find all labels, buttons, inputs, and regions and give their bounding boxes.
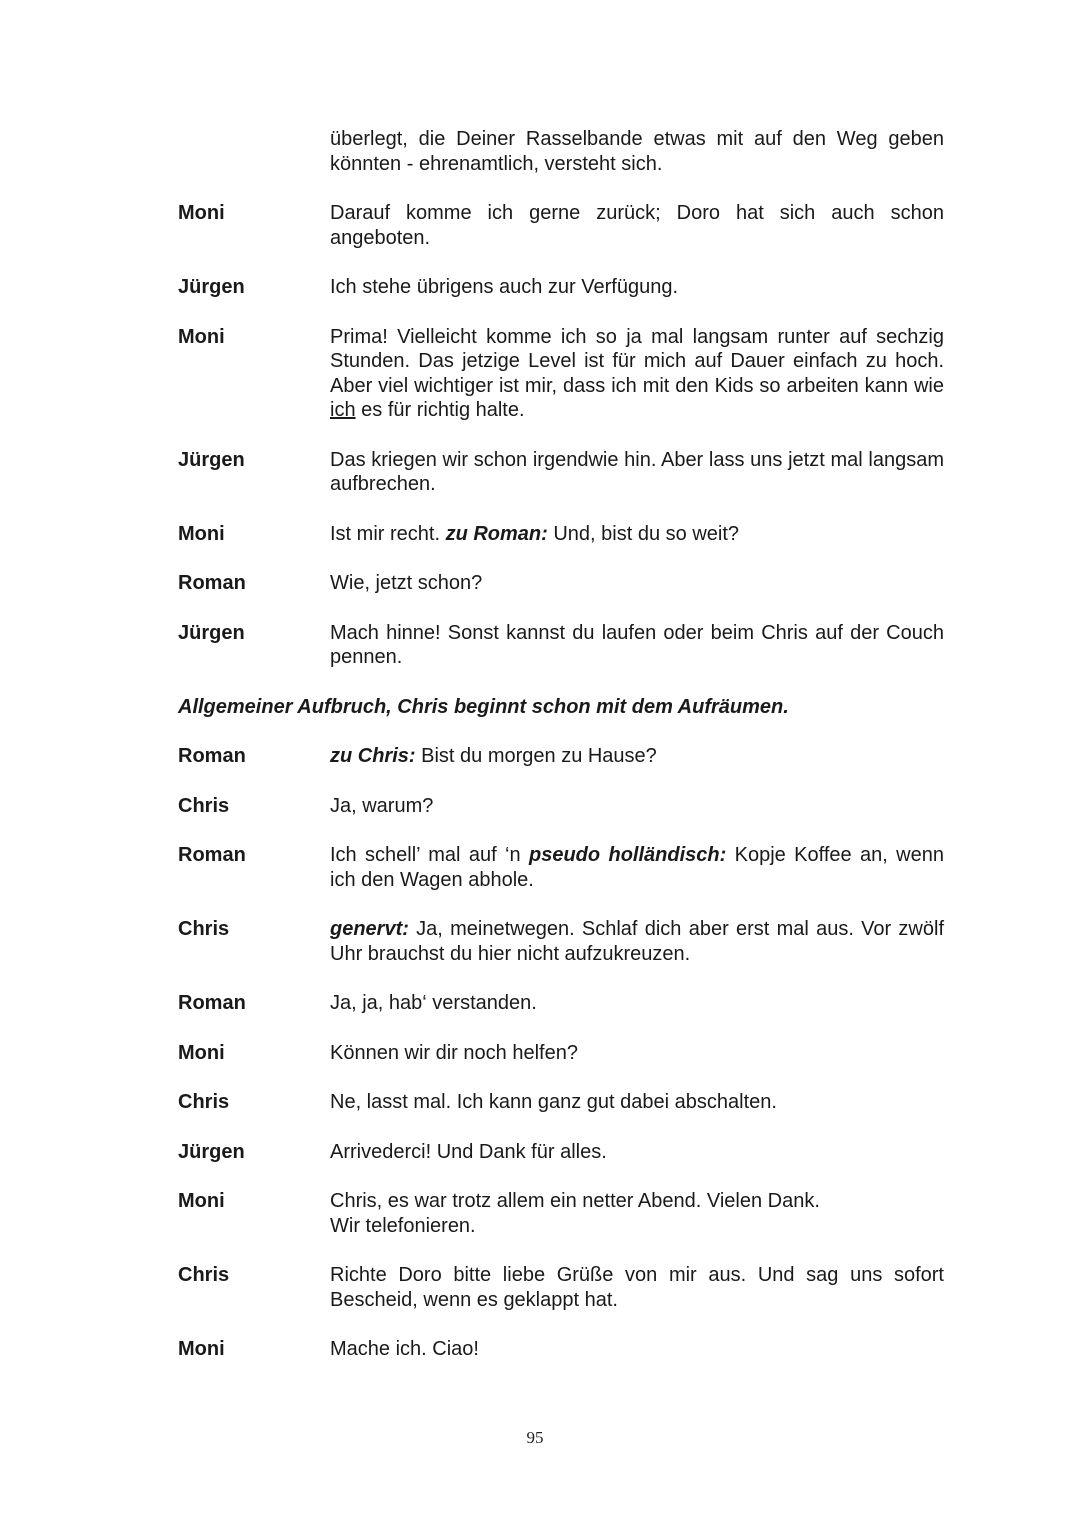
dialogue-body xyxy=(178,127,944,1362)
dialogue-text xyxy=(330,744,944,769)
dialogue-text xyxy=(330,522,944,547)
speaker-name: Moni xyxy=(178,522,225,545)
underlined-word: ich xyxy=(330,399,356,421)
text-part: es für richtig halte. xyxy=(355,399,525,421)
dialogue-line xyxy=(178,275,944,300)
dialogue-line xyxy=(178,794,944,819)
text-part: Und, bist du so weit? xyxy=(547,522,740,545)
dialogue-text: Darauf komme ich gerne zurück; Doro hat sich auch schon angeboten. xyxy=(330,202,944,249)
page-number: 95 xyxy=(526,1428,544,1447)
dialogue-text: Wie, jetzt schon? xyxy=(330,572,483,594)
dialogue-text: überlegt, die Deiner Rasselbande etwas mit auf den Weg geben könnten - ehrenamtlich, versteht sich. xyxy=(330,128,944,175)
speaker-name: Chris xyxy=(178,918,230,940)
dialogue-text: Ich stehe übrigens auch zur Verfügung. xyxy=(330,276,679,298)
dialogue-line xyxy=(178,1263,944,1312)
inline-stage-direction: pseudo holländisch: xyxy=(528,844,727,866)
text-part: Ja, meinetwegen. Schlaf dich aber erst mal aus. Vor zwölf Uhr brauchst du hier nicht aufzukreuzen. xyxy=(330,918,944,965)
speaker-name: Moni xyxy=(178,1190,225,1212)
speaker-name: Moni xyxy=(178,202,225,224)
text-part: Ist mir recht. xyxy=(330,522,446,545)
speaker-name: Roman xyxy=(178,572,246,594)
speaker-name: Moni xyxy=(178,1041,225,1064)
speaker-name: Roman xyxy=(178,844,246,866)
dialogue-line xyxy=(178,448,944,497)
dialogue-text: Mache ich. Ciao! xyxy=(330,1338,479,1360)
stage-direction: Allgemeiner Aufbruch, Chris beginnt schon mit dem Aufräumen. xyxy=(178,695,789,718)
dialogue-text: Arrivederci! Und Dank für alles. xyxy=(330,1140,607,1163)
dialogue-line xyxy=(178,991,944,1016)
dialogue-line xyxy=(178,1041,944,1066)
dialogue-line xyxy=(178,621,944,670)
dialogue-line xyxy=(178,1090,944,1115)
speaker-name: Chris xyxy=(178,794,230,817)
speaker-name: Moni xyxy=(178,1338,225,1360)
text-part: Prima! Vielleicht komme ich so ja mal langsam runter auf sechzig Stunden. Das jetzige Level ist für mich auf Dauer einfach zu hoch. Aber viel wichtiger ist mir, dass ich mit den Kids so arbeiten kann wie xyxy=(330,325,944,397)
dialogue-text xyxy=(330,1189,944,1238)
dialogue-line xyxy=(178,843,944,892)
dialogue-line xyxy=(178,917,944,966)
text-part: Kopje Koffee an, wenn ich den Wagen abhole. xyxy=(330,844,944,891)
dialogue-text: Ja, warum? xyxy=(330,794,434,817)
speaker-name: Chris xyxy=(178,1264,230,1286)
dialogue-line xyxy=(178,744,944,769)
inline-stage-direction: zu Roman: xyxy=(445,522,548,545)
speaker-name: Roman xyxy=(178,745,246,767)
dialogue-line xyxy=(178,522,944,547)
dialogue-line xyxy=(178,1189,944,1238)
speaker-name: Chris xyxy=(178,1091,230,1113)
speaker-name: Moni xyxy=(178,325,225,348)
dialogue-text: Ja, ja, hab‘ verstanden. xyxy=(330,992,537,1014)
speaker-name: Jürgen xyxy=(178,621,245,644)
dialogue-line xyxy=(178,571,944,596)
dialogue-text: Ne, lasst mal. Ich kann ganz gut dabei abschalten. xyxy=(330,1091,777,1113)
dialogue-line xyxy=(178,1140,944,1165)
speaker-name: Jürgen xyxy=(178,276,245,298)
dialogue-line xyxy=(178,127,944,176)
dialogue-line xyxy=(178,1337,944,1362)
speaker-name: Jürgen xyxy=(178,1140,245,1163)
text-part: Chris, es war trotz allem ein netter Abend. Vielen Dank. xyxy=(330,1190,820,1212)
dialogue-text: Können wir dir noch helfen? xyxy=(330,1041,578,1064)
inline-stage-direction: zu Chris: xyxy=(330,745,416,767)
dialogue-text: Das kriegen wir schon irgendwie hin. Aber lass uns jetzt mal langsam aufbrechen. xyxy=(330,448,944,495)
dialogue-text xyxy=(330,843,944,892)
speaker-name: Roman xyxy=(178,992,246,1014)
dialogue-text: Richte Doro bitte liebe Grüße von mir aus. Und sag uns sofort Bescheid, wenn es geklappt hat. xyxy=(330,1264,944,1311)
text-part: Ich schell’ mal auf ‘n xyxy=(330,844,529,866)
inline-stage-direction: genervt: xyxy=(330,918,409,940)
dialogue-text xyxy=(330,325,944,423)
dialogue-text: Mach hinne! Sonst kannst du laufen oder beim Chris auf der Couch pennen. xyxy=(330,621,944,668)
dialogue-text xyxy=(330,917,944,966)
dialogue-line xyxy=(178,325,944,423)
text-part: Wir telefonieren. xyxy=(330,1214,476,1237)
speaker-name: Jürgen xyxy=(178,448,245,471)
dialogue-line xyxy=(178,201,944,250)
text-part: Bist du morgen zu Hause? xyxy=(415,745,657,767)
